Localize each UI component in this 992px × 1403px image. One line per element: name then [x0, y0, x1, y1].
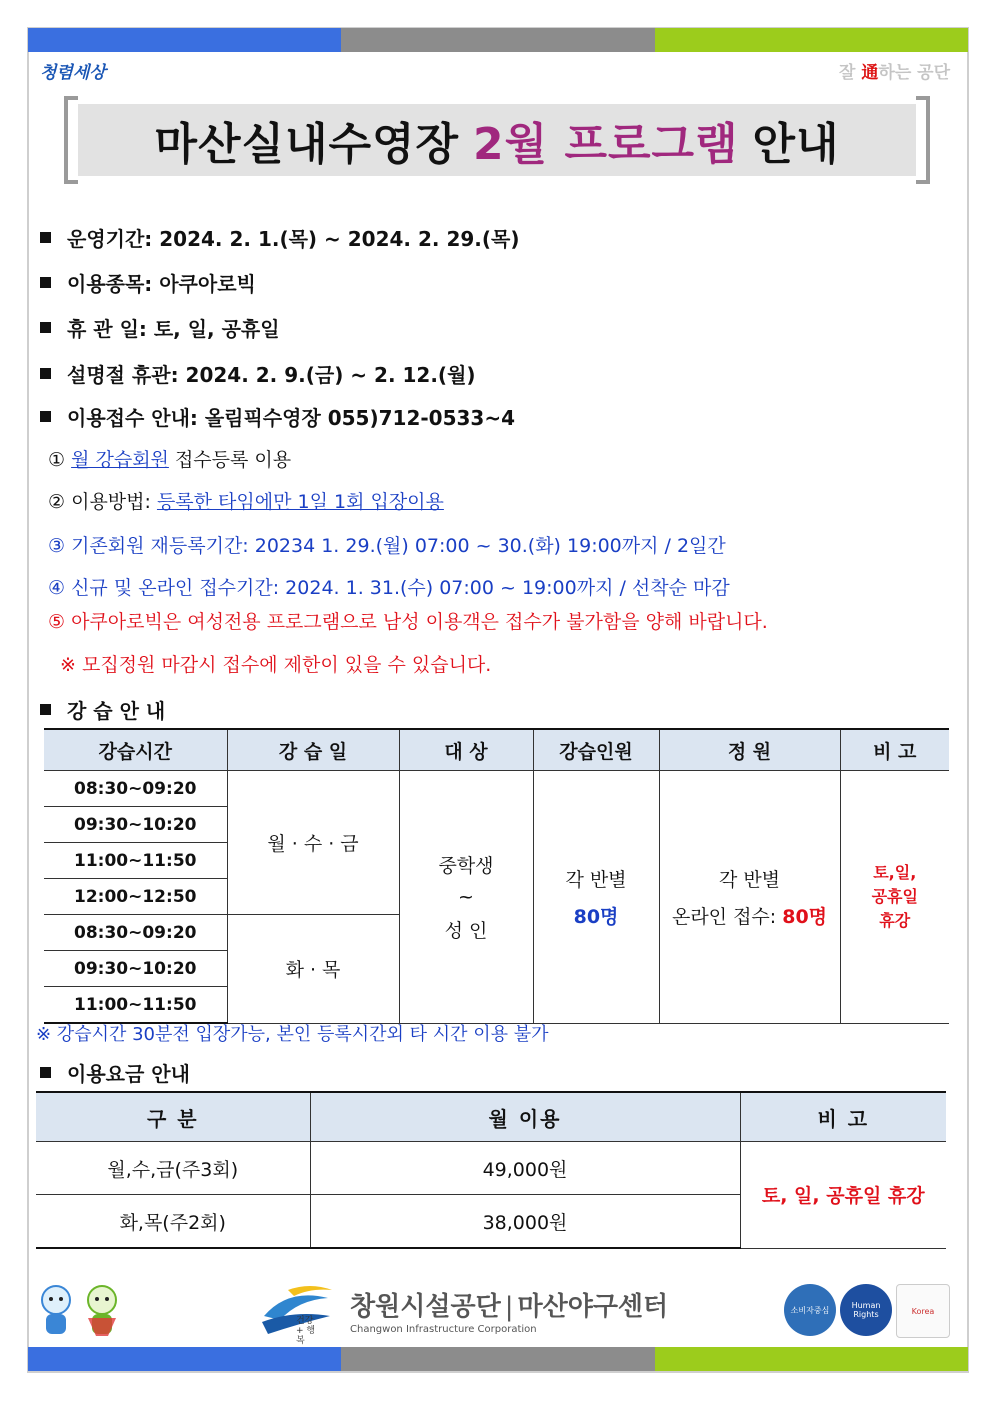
org-name: 창원시설공단 | 마산야구센터 — [350, 1292, 669, 1322]
info-closed: 휴 관 일: 토, 일, 공휴일 — [40, 313, 280, 342]
header-type: 구 분 — [36, 1092, 310, 1142]
info-program: 이용종목: 아쿠아로빅 — [40, 268, 256, 297]
bottom-color-bar — [28, 1347, 968, 1371]
class-section-heading: 강 습 안 내 — [40, 695, 165, 724]
slogan-logo: 잘 通하는 공단 — [839, 63, 950, 83]
integrity-logo: 청렴세상 — [40, 63, 106, 83]
fee-value-cell: 49,000원 — [310, 1142, 740, 1195]
table-header-row — [36, 1092, 946, 1142]
time-cell: 08:30~09:20 — [44, 915, 227, 951]
info-contact: 이용접수 안내: 올림픽수영장 055)712-0533~4 — [40, 402, 515, 431]
org-english-name: Changwon Infrastructure Corporation — [350, 1324, 537, 1335]
header-remark: 비 고 — [840, 729, 949, 771]
fee-type-cell: 월,수,금(주3회) — [36, 1142, 310, 1195]
table-header-row — [44, 729, 949, 771]
class-schedule-table — [44, 728, 949, 1024]
time-cell: 11:00~11:50 — [44, 987, 227, 1024]
target-cell: 중학생 ~ 성 인 — [399, 771, 533, 1024]
remark-cell: 토,일, 공휴일 휴강 — [840, 771, 949, 1024]
note-6: ※ 모집정원 마감시 접수에 제한이 있을 수 있습니다. — [60, 654, 492, 676]
title-banner — [64, 96, 930, 184]
page-title: 마산실내수영장 2월 프로그램 안내 — [78, 104, 916, 176]
org-logo: 건강 + 행복 창원시설공단 | 마산야구센터 Changwon Infrastructure Corporation — [258, 1280, 338, 1344]
note-3: ③ 기존회원 재등록기간: 20234 1. 29.(월) 07:00 ~ 30.(화) 19:00까지 / 2일간 — [48, 535, 726, 557]
fee-remark-cell: 토, 일, 공휴일 휴강 — [740, 1142, 946, 1249]
header-remark: 비 고 — [740, 1092, 946, 1142]
days-cell-tt: 화 · 목 — [227, 915, 399, 1024]
header-fee: 월 이용 — [310, 1092, 740, 1142]
time-cell: 11:00~11:50 — [44, 843, 227, 879]
header-capacity: 정 원 — [659, 729, 840, 771]
days-cell-mwf: 월 · 수 · 금 — [227, 771, 399, 915]
fee-value-cell: 38,000원 — [310, 1195, 740, 1249]
count-cell: 각 반별 80명 — [533, 771, 659, 1024]
header-count: 강습인원 — [533, 729, 659, 771]
note-2: ② 이용방법: 등록한 타임에만 1일 1회 입장이용 — [48, 491, 444, 513]
fee-table — [36, 1091, 946, 1249]
note-4: ④ 신규 및 온라인 접수기간: 2024. 1. 31.(수) 07:00 ~ 19:00까지 / 선착순 마감 — [48, 577, 730, 599]
info-holiday: 설명절 휴관: 2024. 2. 9.(금) ~ 2. 12.(월) — [40, 359, 476, 388]
header-time: 강습시간 — [44, 729, 227, 771]
certification-badge-icon: Korea — [896, 1284, 950, 1338]
human-rights-badge-icon: Human Rights — [840, 1284, 892, 1336]
consumer-badge-icon: 소비자중심 — [784, 1284, 836, 1336]
table-row — [44, 771, 949, 807]
info-period: 운영기간: 2024. 2. 1.(목) ~ 2024. 2. 29.(목) — [40, 223, 519, 252]
class-footnote: ※ 강습시간 30분전 입장가능, 본인 등록시간외 타 시간 이용 불가 — [36, 1024, 549, 1045]
header-days: 강 습 일 — [227, 729, 399, 771]
time-cell: 08:30~09:20 — [44, 771, 227, 807]
note-1: ① 월 강습회원 접수등록 이용 — [48, 449, 292, 471]
mascot-icon — [36, 1282, 132, 1342]
time-cell: 09:30~10:20 — [44, 951, 227, 987]
fee-section-heading: 이용요금 안내 — [40, 1058, 190, 1087]
time-cell: 12:00~12:50 — [44, 879, 227, 915]
time-cell: 09:30~10:20 — [44, 807, 227, 843]
capacity-cell: 각 반별 온라인 접수: 80명 — [659, 771, 840, 1024]
table-row — [36, 1142, 946, 1195]
top-color-bar — [28, 28, 968, 52]
header-target: 대 상 — [399, 729, 533, 771]
note-5: ⑤ 아쿠아로빅은 여성전용 프로그램으로 남성 이용객은 접수가 불가함을 양해 바랍니다. — [48, 611, 768, 633]
fee-type-cell: 화,목(주2회) — [36, 1195, 310, 1249]
